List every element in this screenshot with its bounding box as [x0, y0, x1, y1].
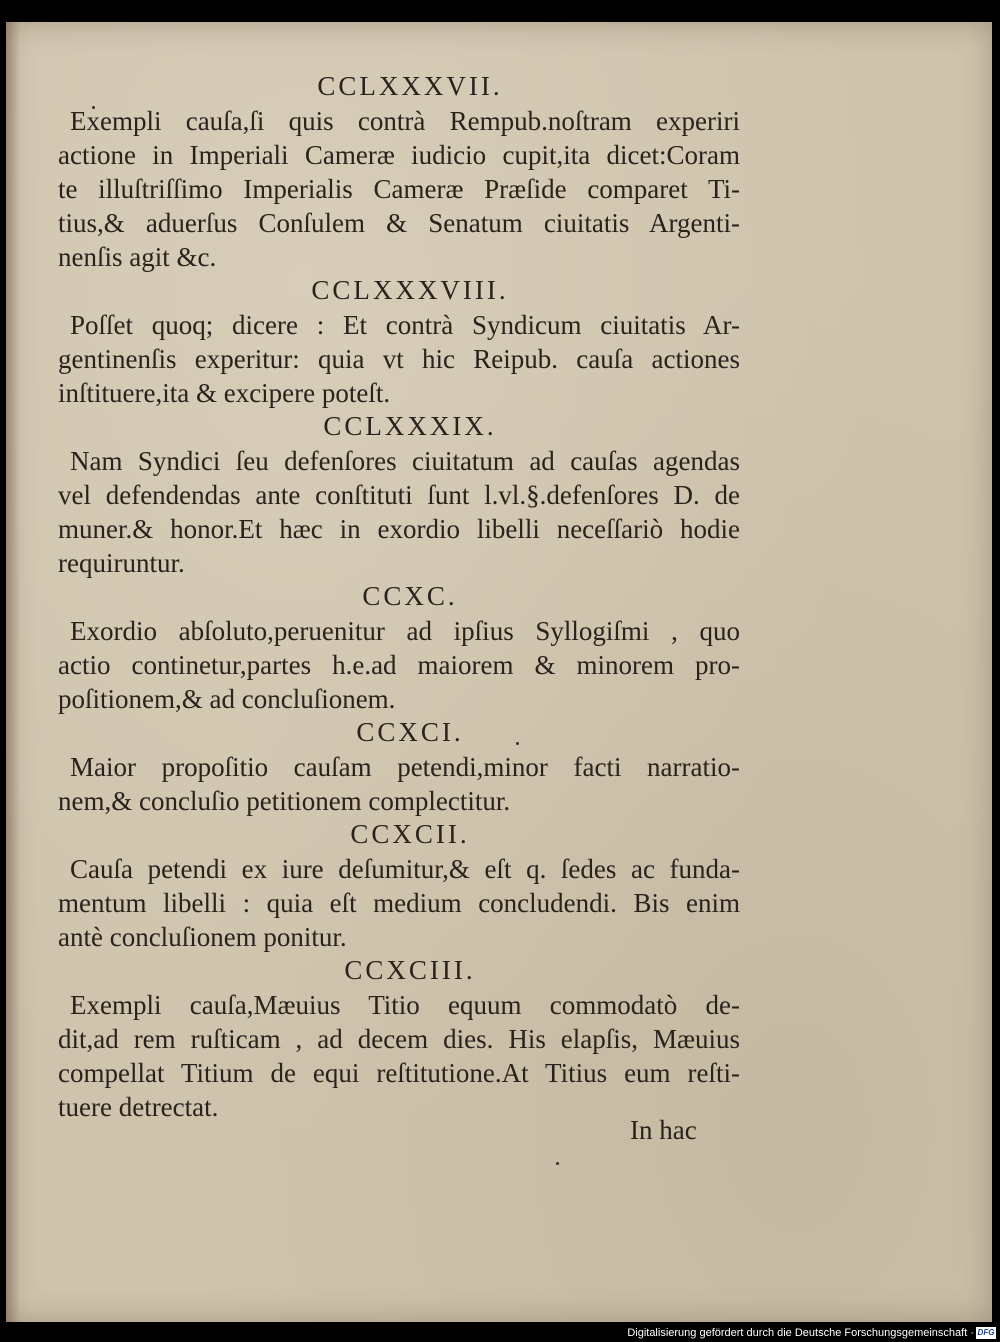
text-line: Poſſet quoq; dicere : Et contrà Syndicum ciuitatis Ar- — [70, 310, 740, 340]
text-line: Exordio abſoluto,peruenitur ad ipſius Syllogiſmi , quo — [70, 616, 740, 646]
section-heading: CCLXXXVII. — [317, 71, 503, 101]
text-line: tius,& aduerſus Conſulem & Senatum ciuitatis Argenti- — [58, 208, 740, 238]
text-line: mentum libelli : quia eſt medium concludendi. Bis enim — [58, 888, 740, 918]
text-line: actio continetur,partes h.e.ad maiorem & minorem pro- — [58, 650, 740, 680]
text-line: antè concluſionem ponitur. — [58, 922, 347, 952]
page-gutter-shadow — [6, 22, 20, 1322]
text-line: gentinenſis experitur: quia vt hic Reipub. cauſa actiones — [58, 344, 740, 374]
section-paragraph — [50, 614, 740, 716]
section-heading: CCLXXXVIII. — [311, 275, 509, 305]
text-line: Maior propoſitio cauſam petendi,minor facti narratio- — [70, 752, 740, 782]
text-line: muner.& honor.Et hæc in exordio libelli neceſſariò hodie — [58, 514, 740, 544]
text-line: nem,& concluſio petitionem complectitur. — [58, 786, 511, 816]
section-paragraph — [50, 852, 740, 954]
section-paragraph — [50, 444, 740, 580]
text-line: inſtituere,ita & excipere poteſt. — [58, 378, 391, 408]
ink-speck — [556, 1162, 559, 1165]
section-heading: CCXCII. — [350, 819, 470, 849]
section-paragraph — [50, 988, 740, 1124]
text-line: poſitionem,& ad concluſionem. — [58, 684, 396, 714]
text-line: vel defendendas ante conſtituti ſunt l.vl.§.defenſores D. de — [58, 480, 740, 510]
section-paragraph — [50, 750, 740, 818]
text-line: requiruntur. — [58, 548, 185, 578]
text-line: Nam Syndici ſeu defenſores ciuitatum ad cauſas agendas — [70, 446, 740, 476]
text-line: dit,ad rem ruſticam , ad decem dies. His elapſis, Mæuius — [58, 1024, 740, 1054]
section-heading: CCXCI. — [356, 717, 464, 747]
section-heading: CCLXXXIX. — [323, 411, 497, 441]
text-line: Exempli cauſa,Mæuius Titio equum commodatò de- — [70, 990, 740, 1020]
funding-credit: Digitalisierung gefördert durch die Deutsche Forschungsgemeinschaft · — [627, 1327, 974, 1339]
dfg-logo: DFG — [977, 1328, 995, 1337]
text-line: nenſis agit &c. — [58, 242, 217, 272]
section-paragraph — [50, 308, 740, 410]
section-paragraph — [50, 104, 740, 274]
text-line: actione in Imperiali Cameræ iudicio cupit,ita dicet:Coram — [58, 140, 740, 170]
text-line: tuere detrectat. — [58, 1092, 219, 1122]
text-line: Cauſa petendi ex iure deſumitur,& eſt q. ſedes ac funda- — [70, 854, 740, 884]
text-line: te illuſtriſſimo Imperialis Cameræ Præſide comparet Ti- — [58, 174, 740, 204]
page-text-body — [50, 70, 740, 1124]
section-heading: CCXCIII. — [344, 955, 476, 985]
text-line: compellat Titium de equi reſtitutione.At Titius eum reſti- — [58, 1058, 740, 1088]
section-heading: CCXC. — [362, 581, 458, 611]
text-line: Exempli cauſa,ſi quis contrà Rempub.noſtram experiri — [70, 106, 740, 136]
catchword: In hac — [630, 1115, 697, 1145]
